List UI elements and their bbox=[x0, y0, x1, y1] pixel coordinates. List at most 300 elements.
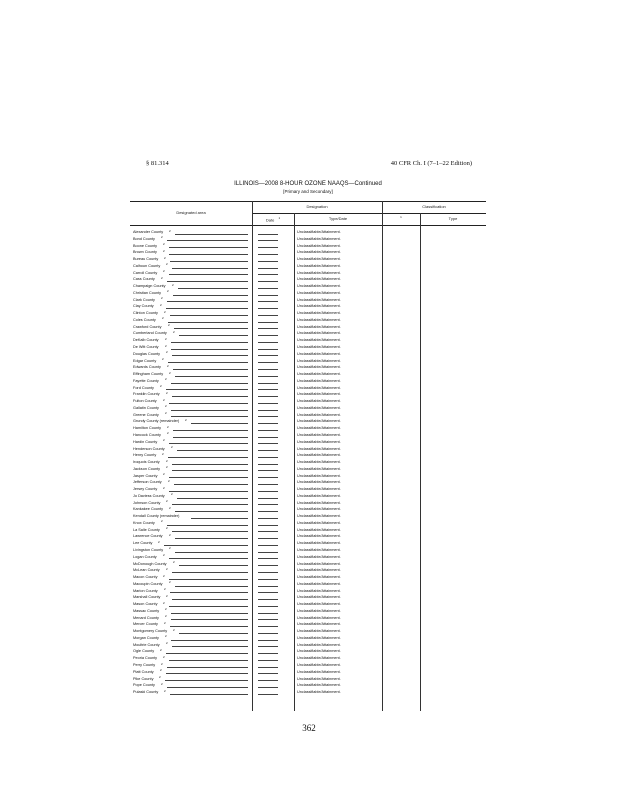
table-row bbox=[130, 263, 486, 270]
designated-area-name: Edwards County bbox=[133, 365, 161, 370]
area-footnote-mark: 2 bbox=[159, 675, 161, 680]
leader-rule bbox=[169, 491, 248, 492]
date-blank-rule bbox=[258, 322, 278, 323]
designation-type: Unclassifiable/Attainment. bbox=[297, 304, 341, 309]
designated-area-name: Kendall County (remainder) bbox=[133, 514, 180, 519]
date-blank-rule bbox=[258, 247, 278, 248]
area-footnote-mark: 2 bbox=[165, 336, 167, 341]
leader-rule bbox=[169, 254, 248, 255]
table-row bbox=[130, 229, 486, 236]
designated-area-name: Jersey County bbox=[133, 487, 158, 492]
designation-type: Unclassifiable/Attainment. bbox=[297, 378, 341, 383]
designation-type: Unclassifiable/Attainment. bbox=[297, 615, 341, 620]
table-row bbox=[130, 574, 486, 581]
leader-rule bbox=[179, 335, 248, 336]
area-footnote-mark: 2 bbox=[161, 235, 163, 240]
date-blank-rule bbox=[258, 667, 278, 668]
date-blank-rule bbox=[258, 383, 278, 384]
area-footnote-mark: 2 bbox=[161, 681, 163, 686]
table-body bbox=[130, 229, 486, 696]
designation-type: Unclassifiable/Attainment. bbox=[297, 230, 341, 234]
table-row bbox=[130, 276, 486, 283]
area-footnote-mark: 2 bbox=[162, 451, 164, 456]
date-blank-rule bbox=[258, 464, 278, 465]
date-blank-rule bbox=[258, 518, 278, 519]
leader-rule bbox=[170, 694, 248, 695]
designation-type: Unclassifiable/Attainment. bbox=[297, 487, 341, 492]
designation-type: Unclassifiable/Attainment. bbox=[297, 588, 341, 593]
date-blank-rule bbox=[258, 268, 278, 269]
leader-rule bbox=[166, 308, 248, 309]
date-blank-rule bbox=[258, 443, 278, 444]
leader-rule bbox=[172, 268, 248, 269]
date-blank-rule bbox=[258, 673, 278, 674]
designated-area-name: Johnson County bbox=[133, 500, 161, 505]
designated-area-name: Iroquois County bbox=[133, 460, 160, 465]
designation-type: Unclassifiable/Attainment. bbox=[297, 595, 341, 600]
leader-rule bbox=[166, 389, 248, 390]
table-row bbox=[130, 425, 486, 432]
table-row bbox=[130, 391, 486, 398]
area-footnote-mark: 2 bbox=[158, 539, 160, 544]
area-footnote-mark: 2 bbox=[160, 668, 162, 673]
area-footnote-mark: 2 bbox=[163, 472, 165, 477]
leader-rule bbox=[167, 240, 248, 241]
designation-type: Unclassifiable/Attainment. bbox=[297, 338, 341, 343]
section-number: § 81.314 bbox=[146, 160, 169, 167]
designation-type: Unclassifiable/Attainment. bbox=[297, 554, 341, 559]
table-row bbox=[130, 452, 486, 459]
date-blank-rule bbox=[258, 470, 278, 471]
area-footnote-mark: 2 bbox=[166, 390, 168, 395]
area-footnote-mark: 2 bbox=[169, 546, 171, 551]
designated-area-name: Carroll County bbox=[133, 270, 158, 275]
date-blank-rule bbox=[258, 308, 278, 309]
table-row bbox=[130, 561, 486, 568]
designation-type: Unclassifiable/Attainment. bbox=[297, 649, 341, 654]
designation-type: Unclassifiable/Attainment. bbox=[297, 243, 341, 248]
area-footnote-mark: 2 bbox=[163, 397, 165, 402]
designated-area-name: Ford County bbox=[133, 385, 154, 390]
header-bottom-rule bbox=[130, 225, 486, 226]
designated-area-name: Jefferson County bbox=[133, 480, 162, 485]
designation-type: Unclassifiable/Attainment. bbox=[297, 277, 341, 282]
designated-area-name: Clay County bbox=[133, 304, 154, 309]
designation-type: Unclassifiable/Attainment. bbox=[297, 426, 341, 431]
leader-rule bbox=[175, 511, 248, 512]
leader-rule bbox=[169, 579, 248, 580]
table-row bbox=[130, 249, 486, 256]
date-blank-rule bbox=[258, 619, 278, 620]
designation-type: Unclassifiable/Attainment. bbox=[297, 290, 341, 295]
designated-area-name: Pulaski County bbox=[133, 690, 159, 695]
area-footnote-mark: 2 bbox=[165, 377, 167, 382]
date-blank-rule bbox=[258, 295, 278, 296]
area-footnote-mark: 2 bbox=[164, 620, 166, 625]
table-row bbox=[130, 236, 486, 243]
table-row bbox=[130, 513, 486, 520]
date-blank-rule bbox=[258, 423, 278, 424]
date-blank-rule bbox=[258, 511, 278, 512]
designated-area-name: Fayette County bbox=[133, 378, 159, 383]
designation-type: Unclassifiable/Attainment. bbox=[297, 507, 341, 512]
designated-area-name: Marshall County bbox=[133, 595, 161, 600]
designation-type: Unclassifiable/Attainment. bbox=[297, 575, 341, 580]
area-footnote-mark: 2 bbox=[165, 634, 167, 639]
designation-type: Unclassifiable/Attainment. bbox=[297, 683, 341, 688]
leader-rule bbox=[169, 477, 248, 478]
leader-rule bbox=[179, 565, 248, 566]
table-row bbox=[130, 473, 486, 480]
area-footnote-mark: 2 bbox=[164, 309, 166, 314]
date-blank-rule bbox=[258, 389, 278, 390]
designated-area-name: Cass County bbox=[133, 277, 155, 282]
designation-type: Unclassifiable/Attainment. bbox=[297, 493, 341, 498]
designated-area-name: Coles County bbox=[133, 317, 156, 322]
table-row bbox=[130, 398, 486, 405]
leader-rule bbox=[172, 470, 248, 471]
date-blank-rule bbox=[258, 437, 278, 438]
date-blank-rule bbox=[258, 626, 278, 627]
designation-type: Unclassifiable/Attainment. bbox=[297, 520, 341, 525]
area-footnote-mark: 2 bbox=[169, 505, 171, 510]
table-row bbox=[130, 303, 486, 310]
table-row bbox=[130, 682, 486, 689]
date-blank-rule bbox=[258, 355, 278, 356]
leader-rule bbox=[173, 369, 248, 370]
leader-rule bbox=[175, 376, 248, 377]
date-blank-rule bbox=[258, 362, 278, 363]
table-row bbox=[130, 290, 486, 297]
designation-type: Unclassifiable/Attainment. bbox=[297, 345, 341, 350]
area-footnote-mark: 2 bbox=[164, 587, 166, 592]
area-footnote-mark: 2 bbox=[166, 262, 168, 267]
table-row bbox=[130, 243, 486, 250]
designation-type: Unclassifiable/Attainment. bbox=[297, 372, 341, 377]
date-blank-rule bbox=[258, 633, 278, 634]
leader-rule bbox=[172, 396, 248, 397]
leader-rule bbox=[177, 498, 248, 499]
designated-area-name: Macon County bbox=[133, 575, 158, 580]
designated-area-name: Cumberland County bbox=[133, 331, 167, 336]
cfr-title-edition: 40 CFR Ch. I (7–1–22 Edition) bbox=[390, 160, 472, 167]
date-blank-rule bbox=[258, 328, 278, 329]
date-blank-rule bbox=[258, 369, 278, 370]
table-row bbox=[130, 493, 486, 500]
leader-rule bbox=[170, 261, 248, 262]
designation-type: Unclassifiable/Attainment. bbox=[297, 324, 341, 329]
designation-type: Unclassifiable/Attainment. bbox=[297, 663, 341, 667]
designated-area-name: Greene County bbox=[133, 412, 159, 417]
leader-rule bbox=[166, 653, 248, 654]
area-footnote-mark: 2 bbox=[161, 296, 163, 301]
area-footnote-mark: 2 bbox=[160, 647, 162, 652]
designated-area-name: Menard County bbox=[133, 615, 159, 620]
area-footnote-mark: 2 bbox=[163, 248, 165, 253]
area-footnote-mark: 2 bbox=[167, 431, 169, 436]
designation-type: Unclassifiable/Attainment. bbox=[297, 385, 341, 390]
area-footnote-mark: 2 bbox=[165, 343, 167, 348]
header-type-designation: Type/Date bbox=[328, 216, 348, 221]
area-footnote-mark: 2 bbox=[162, 357, 164, 362]
table-row bbox=[130, 344, 486, 351]
table-row bbox=[130, 418, 486, 425]
designation-type: Unclassifiable/Attainment. bbox=[297, 311, 341, 316]
designated-area-name: Champaign County bbox=[133, 284, 166, 289]
area-footnote-mark: 2 bbox=[163, 573, 165, 578]
leader-rule bbox=[171, 342, 248, 343]
table-row bbox=[130, 662, 486, 669]
leader-rule bbox=[171, 416, 248, 417]
date-blank-rule bbox=[258, 640, 278, 641]
leader-rule bbox=[171, 640, 248, 641]
date-blank-rule bbox=[258, 592, 278, 593]
date-blank-rule bbox=[258, 552, 278, 553]
designation-type: Unclassifiable/Attainment. bbox=[297, 534, 341, 539]
leader-rule bbox=[173, 295, 248, 296]
date-blank-rule bbox=[258, 342, 278, 343]
date-blank-rule bbox=[258, 477, 278, 478]
table-row bbox=[130, 520, 486, 527]
classification-date-footnote-mark: 1 bbox=[400, 215, 402, 219]
table-row bbox=[130, 554, 486, 561]
leader-rule bbox=[167, 281, 248, 282]
header-designation: Designation bbox=[306, 204, 328, 209]
date-blank-rule bbox=[258, 504, 278, 505]
table-row bbox=[130, 540, 486, 547]
date-blank-rule bbox=[258, 586, 278, 587]
date-blank-rule bbox=[258, 484, 278, 485]
designation-type: Unclassifiable/Attainment. bbox=[297, 669, 341, 674]
designated-area-name: Kankakee County bbox=[133, 507, 163, 512]
leader-rule bbox=[167, 525, 248, 526]
designation-type: Unclassifiable/Attainment. bbox=[297, 236, 341, 241]
table-row bbox=[130, 351, 486, 358]
table-row bbox=[130, 615, 486, 622]
date-blank-rule bbox=[258, 687, 278, 688]
table-row bbox=[130, 581, 486, 588]
area-footnote-mark: 2 bbox=[167, 289, 169, 294]
table-row bbox=[130, 669, 486, 676]
table-row bbox=[130, 500, 486, 507]
table-row bbox=[130, 297, 486, 304]
designation-type: Unclassifiable/Attainment. bbox=[297, 676, 341, 681]
designation-type: Unclassifiable/Attainment. bbox=[297, 270, 341, 275]
area-footnote-mark: 2 bbox=[166, 350, 168, 355]
table-row bbox=[130, 317, 486, 324]
date-blank-rule bbox=[258, 606, 278, 607]
table-row bbox=[130, 676, 486, 683]
designated-area-name: Grundy County (remainder) bbox=[133, 419, 180, 424]
designated-area-name: Henry County bbox=[133, 453, 157, 458]
area-footnote-mark: 2 bbox=[161, 661, 163, 666]
area-footnote-mark: 2 bbox=[173, 329, 175, 334]
date-blank-rule bbox=[258, 531, 278, 532]
table-row bbox=[130, 358, 486, 365]
designated-area-name: Pope County bbox=[133, 683, 155, 688]
area-footnote-mark: 2 bbox=[167, 363, 169, 368]
area-footnote-mark: 2 bbox=[165, 411, 167, 416]
area-footnote-mark: 2 bbox=[172, 282, 174, 287]
area-footnote-mark: 2 bbox=[169, 580, 171, 585]
date-blank-rule bbox=[258, 572, 278, 573]
designation-type: Unclassifiable/Attainment. bbox=[297, 514, 341, 519]
designated-area-name: Henderson County bbox=[133, 446, 165, 451]
area-footnote-mark: 2 bbox=[162, 316, 164, 321]
area-footnote-mark: 2 bbox=[163, 269, 165, 274]
date-blank-rule bbox=[258, 261, 278, 262]
leader-rule bbox=[172, 504, 248, 505]
leader-rule bbox=[169, 443, 248, 444]
leader-rule bbox=[172, 464, 248, 465]
date-blank-rule bbox=[258, 288, 278, 289]
date-blank-rule bbox=[258, 315, 278, 316]
leader-rule bbox=[172, 646, 248, 647]
designation-type: Unclassifiable/Attainment. bbox=[297, 635, 341, 640]
table-row bbox=[130, 405, 486, 412]
date-blank-rule bbox=[258, 653, 278, 654]
designation-type: Unclassifiable/Attainment. bbox=[297, 358, 341, 363]
designated-area-name: Clinton County bbox=[133, 311, 158, 316]
designation-type: Unclassifiable/Attainment. bbox=[297, 392, 341, 397]
leader-rule bbox=[168, 362, 248, 363]
designated-area-name: Bond County bbox=[133, 236, 155, 241]
designated-area-name: Lawrence County bbox=[133, 534, 163, 539]
area-footnote-mark: 2 bbox=[166, 458, 168, 463]
date-blank-rule bbox=[258, 491, 278, 492]
leader-rule bbox=[171, 619, 248, 620]
area-footnote-mark: 2 bbox=[163, 553, 165, 558]
header-date-label: Date bbox=[265, 217, 275, 223]
header-designated-area: Designated area bbox=[176, 210, 206, 215]
leader-rule bbox=[169, 274, 248, 275]
designated-area-name: Macoupin County bbox=[133, 581, 163, 586]
table-row bbox=[130, 385, 486, 392]
leader-rule bbox=[169, 247, 248, 248]
table-row bbox=[130, 270, 486, 277]
leader-rule bbox=[171, 613, 248, 614]
table-row bbox=[130, 527, 486, 534]
area-footnote-mark: 2 bbox=[166, 465, 168, 470]
designation-type: Unclassifiable/Attainment. bbox=[297, 351, 341, 356]
designated-area-name: Brown County bbox=[133, 250, 157, 255]
designation-type: Unclassifiable/Attainment. bbox=[297, 460, 341, 465]
designated-area-name: Massac County bbox=[133, 608, 160, 613]
header-classification: Classification bbox=[422, 204, 446, 209]
area-footnote-mark: 2 bbox=[166, 566, 168, 571]
leader-rule bbox=[173, 430, 248, 431]
leader-rule bbox=[174, 328, 248, 329]
designation-type: Unclassifiable/Attainment. bbox=[297, 284, 341, 289]
designation-type: Unclassifiable/Attainment. bbox=[297, 527, 341, 532]
leader-rule bbox=[171, 349, 248, 350]
designated-area-name: Effingham County bbox=[133, 372, 164, 377]
leader-rule bbox=[177, 450, 248, 451]
area-footnote-mark: 2 bbox=[163, 654, 165, 659]
leader-rule bbox=[167, 667, 248, 668]
header-date bbox=[252, 216, 294, 222]
leader-rule bbox=[171, 383, 248, 384]
date-blank-rule bbox=[258, 410, 278, 411]
date-blank-rule bbox=[258, 301, 278, 302]
designation-type: Unclassifiable/Attainment. bbox=[297, 622, 341, 627]
date-blank-rule bbox=[258, 416, 278, 417]
designation-type: Unclassifiable/Attainment. bbox=[297, 419, 341, 424]
area-footnote-mark: 2 bbox=[173, 627, 175, 632]
date-blank-rule bbox=[258, 558, 278, 559]
designated-area-name: Marion County bbox=[133, 588, 158, 593]
table-row bbox=[130, 635, 486, 642]
table-row bbox=[130, 364, 486, 371]
date-blank-rule bbox=[258, 694, 278, 695]
table-row bbox=[130, 642, 486, 649]
area-footnote-mark: 2 bbox=[169, 228, 171, 233]
date-blank-rule bbox=[258, 403, 278, 404]
designated-area-name: McDonough County bbox=[133, 561, 167, 566]
date-blank-rule bbox=[258, 498, 278, 499]
area-footnote-mark: 2 bbox=[163, 485, 165, 490]
date-blank-rule bbox=[258, 281, 278, 282]
table-title: ILLINOIS—2008 8-HOUR OZONE NAAQS—Continued bbox=[234, 181, 382, 187]
designation-type: Unclassifiable/Attainment. bbox=[297, 466, 341, 471]
table-row bbox=[130, 412, 486, 419]
designated-area-name: Edgar County bbox=[133, 358, 157, 363]
leader-rule bbox=[175, 234, 248, 235]
designation-type: Unclassifiable/Attainment. bbox=[297, 331, 341, 336]
table-subtitle: [Primary and Secondary] bbox=[283, 189, 333, 194]
area-footnote-mark: 2 bbox=[185, 417, 187, 422]
designated-area-name: Gallatin County bbox=[133, 405, 159, 410]
designation-type: Unclassifiable/Attainment. bbox=[297, 412, 341, 417]
designation-table bbox=[130, 201, 486, 711]
header-classification-date-footnote bbox=[382, 215, 420, 221]
designated-area-name: Montgomery County bbox=[133, 629, 168, 634]
area-footnote-mark: 2 bbox=[163, 438, 165, 443]
area-footnote-mark: 2 bbox=[168, 478, 170, 483]
leader-rule bbox=[172, 355, 248, 356]
area-footnote-mark: 2 bbox=[173, 560, 175, 565]
table-row bbox=[130, 283, 486, 290]
designation-type: Unclassifiable/Attainment. bbox=[297, 629, 341, 634]
area-footnote-mark: 2 bbox=[161, 519, 163, 524]
designated-area-name: Hamilton County bbox=[133, 426, 162, 431]
designated-area-name: Morgan County bbox=[133, 635, 159, 640]
leader-rule bbox=[172, 531, 248, 532]
date-blank-rule bbox=[258, 254, 278, 255]
leader-rule bbox=[174, 484, 248, 485]
table-row bbox=[130, 588, 486, 595]
leader-rule bbox=[169, 660, 248, 661]
leader-rule bbox=[169, 403, 248, 404]
designated-area-name: Christian County bbox=[133, 290, 162, 295]
leader-rule bbox=[172, 599, 248, 600]
leader-rule bbox=[191, 423, 248, 424]
header-date-footnote: 1 bbox=[278, 216, 281, 220]
area-footnote-mark: 2 bbox=[160, 302, 162, 307]
date-blank-rule bbox=[258, 349, 278, 350]
table-row bbox=[130, 567, 486, 574]
designated-area-name: Boone County bbox=[133, 243, 158, 248]
designated-area-name: Calhoun County bbox=[133, 263, 161, 268]
area-footnote-mark: 2 bbox=[166, 526, 168, 531]
table-row bbox=[130, 330, 486, 337]
designated-area-name: Hardin County bbox=[133, 439, 158, 444]
designation-type: Unclassifiable/Attainment. bbox=[297, 439, 341, 444]
table-row bbox=[130, 337, 486, 344]
designation-type: Unclassifiable/Attainment. bbox=[297, 547, 341, 552]
table-row bbox=[130, 621, 486, 628]
designated-area-name: Bureau County bbox=[133, 257, 159, 262]
